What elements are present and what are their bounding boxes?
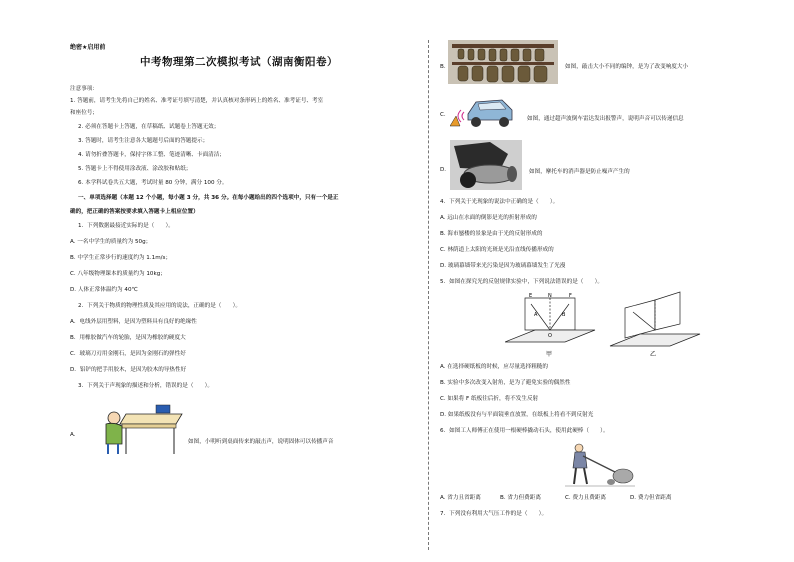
option: D．铝铲的把手用胶木，是因为胶木的导热性好 — [70, 367, 187, 373]
option: C. 费力且费距离 — [565, 495, 607, 501]
notice-item: 6. 本学科试卷共五大题，考试时量 80 分钟，满分 100 分。 — [78, 180, 228, 186]
question-stem: 1．下列数据最接近实际的是（ ）。 — [78, 223, 174, 229]
desk-knock-illustration — [96, 402, 184, 456]
option-label: C. — [440, 112, 446, 118]
option: A．电线外层用塑料，是因为塑料具有良好的绝缘性 — [70, 319, 197, 325]
option: A. 在选择硬纸板的时候，应尽量选择粗糙的 — [440, 364, 548, 370]
option-text: 如图，摩托车的消声器是防止噪声产生的 — [529, 169, 630, 175]
option: C. 八年级物理课本的质量约为 10kg； — [70, 271, 166, 277]
label-a: A — [534, 312, 538, 318]
chime-bells-illustration — [448, 40, 558, 84]
section-intro: 确的，把正确的答案按要求填入答题卡上相应位置） — [70, 209, 199, 215]
notice-item: 和座位号； — [70, 110, 98, 116]
option: C. 如果将 F 纸板往后折，将不发生反射 — [440, 396, 539, 402]
secret-label: 绝密★启用前 — [70, 44, 106, 51]
notice-heading: 注意事项： — [70, 86, 98, 92]
car-radar-illustration — [450, 92, 514, 132]
section-intro: 一、单项选择题（本题 12 个小题，每小题 3 分，共 36 分。在每小题给出的四个选项中，只有一个是正 — [78, 195, 339, 201]
option: B. 中学生正常步行的速度约为 1.1m/s； — [70, 255, 172, 261]
option: C. 林荫道上太阳的光斑是光沿直线传播形成的 — [440, 247, 554, 253]
question-stem: 5．如图在探究光的反射规律实验中，下列说法错误的是（ ）。 — [440, 279, 603, 285]
label-e: E — [529, 293, 533, 299]
question-stem: 4．下列关于光现象的说法中正确的是（ ）。 — [440, 199, 559, 205]
option: D. 人体正常体温约为 40℃ — [70, 287, 138, 293]
option: A. 一名中学生的质量约为 50g； — [70, 239, 152, 245]
label-f: F — [569, 293, 572, 299]
option-label: B. — [440, 64, 446, 70]
option: D. 费力但省距离 — [630, 495, 672, 501]
option: A. 省力且省距离 — [440, 495, 481, 501]
notice-item: 5. 答题卡上不得使用涂改液、涂改胶和贴纸； — [78, 166, 192, 172]
page-title: 中考物理第二次模拟考试（湖南衡阳卷） — [140, 56, 338, 68]
notice-item: 4. 请勿折叠答题卡，保持字体工整、笔迹清晰、卡面清洁； — [78, 152, 225, 158]
label-b: B — [562, 312, 566, 318]
option: D. 玻璃幕墙带来光污染是因为玻璃幕墙发生了光漫 — [440, 263, 566, 269]
notice-item: 2. 必须在答题卡上答题，在草稿纸、试题卷上答题无效； — [78, 124, 220, 130]
option: C．玻璃刀刃用金刚石，是因为金刚石的弹性好 — [70, 351, 186, 357]
option: B. 海市蜃楼的景象是由于光的反射形成的 — [440, 231, 543, 237]
option-label: A. — [70, 432, 76, 438]
question-stem: 7．下列没有利用大气压工作的是（ ）。 — [440, 511, 548, 517]
option-label: D. — [440, 167, 447, 173]
option-text: 如图，通过超声波倒车雷达发出报警声，说明声音可以传递信息 — [527, 116, 684, 122]
notice-item: 3. 答题时，请考生注意各大题题号后面的答题提示； — [78, 138, 209, 144]
option: A. 远山在水面的倒影是光的折射形成的 — [440, 215, 537, 221]
label-jia: 甲 — [546, 351, 553, 358]
label-o: O — [548, 333, 552, 339]
question-stem: 6．如图工人师傅正在使用一根硬棒撬动石头，使用此硬棒（ ）。 — [440, 428, 609, 434]
motorcycle-muffler-illustration — [450, 140, 522, 190]
option: D. 如果纸板没有与平面镜垂直放置，在纸板上将看不到反射光 — [440, 412, 594, 418]
option-text: 如图，小明听到桌面传来的敲击声，说明固体可以传播声音 — [188, 439, 334, 445]
reflection-experiment-diagram — [505, 290, 705, 360]
label-yi: 乙 — [650, 351, 657, 358]
option: B. 省力但费距离 — [500, 495, 541, 501]
label-n: N — [548, 293, 552, 299]
option-text: 如图，敲击大小不同的编钟，是为了改变响度大小 — [565, 64, 689, 70]
notice-item: 1. 答题前，请考生先将自己的姓名、准考证号填写清楚，并认真核对条形码上的姓名、准考证号、考室 — [70, 98, 324, 104]
option: B. 实验中多次改变入射角，是为了避免实验的偶然性 — [440, 380, 571, 386]
question-stem: 2．下列关于物质的物理性质及其应用的说法，正确的是（ ）。 — [78, 303, 241, 309]
lever-worker-illustration — [565, 442, 635, 490]
question-stem: 3．下列关于声现象的描述和分析，错误的是（ ）。 — [78, 383, 214, 389]
option: B．用橡胶做汽车的轮胎，是因为橡胶的硬度大 — [70, 335, 186, 341]
column-divider — [428, 40, 429, 550]
